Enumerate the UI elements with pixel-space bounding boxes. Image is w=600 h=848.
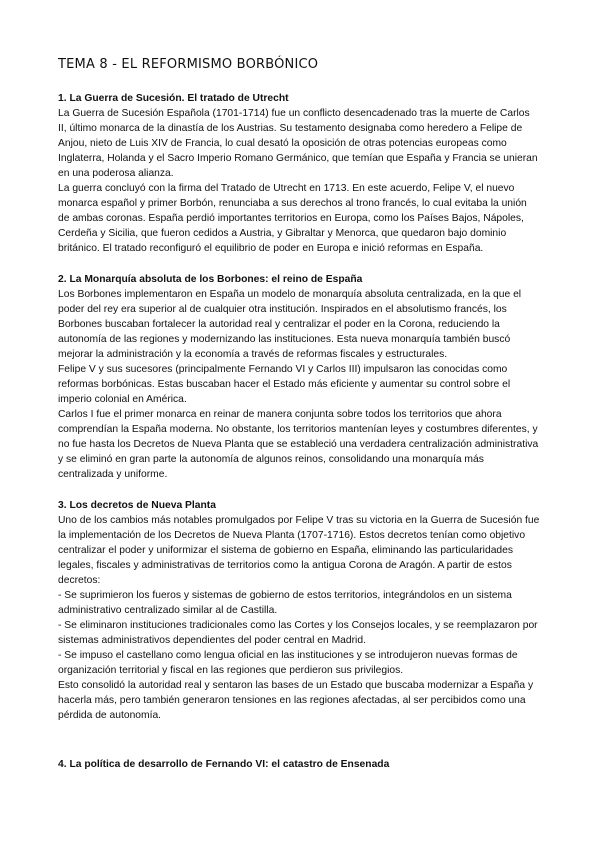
list-item: - Se eliminaron instituciones tradicionales como las Cortes y los Consejos locales, y se reemplazaron por sistemas administrativos dependientes del poder central en Madrid.	[58, 620, 538, 646]
section-2	[58, 272, 540, 482]
section-heading: 2. La Monarquía absoluta de los Borbones: el reino de España	[58, 274, 363, 285]
section-3	[58, 498, 540, 723]
section-heading: 3. Los decretos de Nueva Planta	[58, 500, 216, 511]
paragraph: La Guerra de Sucesión Española (1701-1714) fue un conflicto desencadenado tras la muerte de Carlos II, último monarca de la dinastía de los Austrias. Su testamento designaba como heredero a Felipe de Anjou, nieto de Luis XIV de Francia, lo cual desató la oposición de otras potencias europeas como Inglaterra, Holanda y el Sacro Imperio Romano Germánico, que temían que España y Francia se unieran en una poderosa alianza.	[58, 108, 538, 179]
paragraph: Esto consolidó la autoridad real y sentaron las bases de un Estado que buscaba modernizar a España y hacerla más, pero también generaron tensiones en las regiones afectadas, al ser percibidos como una pérdida de autonomía.	[58, 680, 534, 721]
paragraph: La guerra concluyó con la firma del Tratado de Utrecht en 1713. En este acuerdo, Felipe V, el nuevo monarca español y primer Borbón, renunciaba a sus derechos al trono francés, lo cual evitaba la unión de ambas coronas. España perdió importantes territorios en Europa, como los Países Bajos, Nápoles, Cerdeña y Sicilia, que fueron cedidos a Austria, y Gibraltar y Menorca, que quedaron bajo dominio británico. El tratado reconfiguró el equilibrio de poder en Europa e inició reformas en España.	[58, 183, 527, 254]
document-title: TEMA 8 - EL REFORMISMO BORBÓNICO	[58, 57, 319, 72]
list-item: - Se suprimieron los fueros y sistemas de gobierno de estos territorios, integrándolos en un sistema administrativo centralizado similar al de Castilla.	[58, 590, 512, 616]
section-heading: 1. La Guerra de Sucesión. El tratado de Utrecht	[58, 93, 289, 104]
paragraph: Uno de los cambios más notables promulgados por Felipe V tras su victoria en la Guerra de Sucesión fue la implementación de los Decretos de Nueva Planta (1707-1716). Estos decretos tenían como objetivo centralizar el poder y uniformizar el sistema de gobierno en España, eliminando las particularidades legales, fiscales y administrativas de territorios como la antigua Corona de Aragón. A partir de estos decretos:	[58, 515, 540, 586]
section-heading: 4. La política de desarrollo de Fernando VI: el catastro de Ensenada	[58, 759, 390, 770]
paragraph: Felipe V y sus sucesores (principalmente Fernando VI y Carlos III) impulsaron las conocidas como reformas borbónicas. Estas buscaban hacer el Estado más eficiente y aumentar su control sobre el imperio colonial en América.	[58, 364, 511, 405]
section-4	[58, 757, 540, 772]
section-gap	[58, 739, 540, 757]
list-item: - Se impuso el castellano como lengua oficial en las instituciones y se introdujeron nuevas formas de organización territorial y fiscal en las regiones que perdieron sus privilegios.	[58, 650, 518, 676]
paragraph: Carlos I fue el primer monarca en reinar de manera conjunta sobre todos los territorios que ahora comprendían la España moderna. No obstante, los territorios mantenían leyes y costumbres diferentes, y no fue hasta los Decretos de Nueva Planta que se estableció una verdadera centralización administrativa y se eliminó en gran parte la autonomía de algunos reinos, consolidando una monarquía más centralizada y uniforme.	[58, 409, 539, 480]
paragraph: Los Borbones implementaron en España un modelo de monarquía absoluta centralizada, en la que el poder del rey era superior al de cualquier otra institución. Inspirados en el absolutismo francés, los Borbones buscaban fortalecer la autoridad real y centralizar el poder en la Corona, reduciendo la autonomía de las regiones y modernizando las instituciones. Esta nueva monarquía también buscó mejorar la administración y la economía a través de reformas fiscales y estructurales.	[58, 289, 522, 360]
section-1	[58, 91, 540, 256]
